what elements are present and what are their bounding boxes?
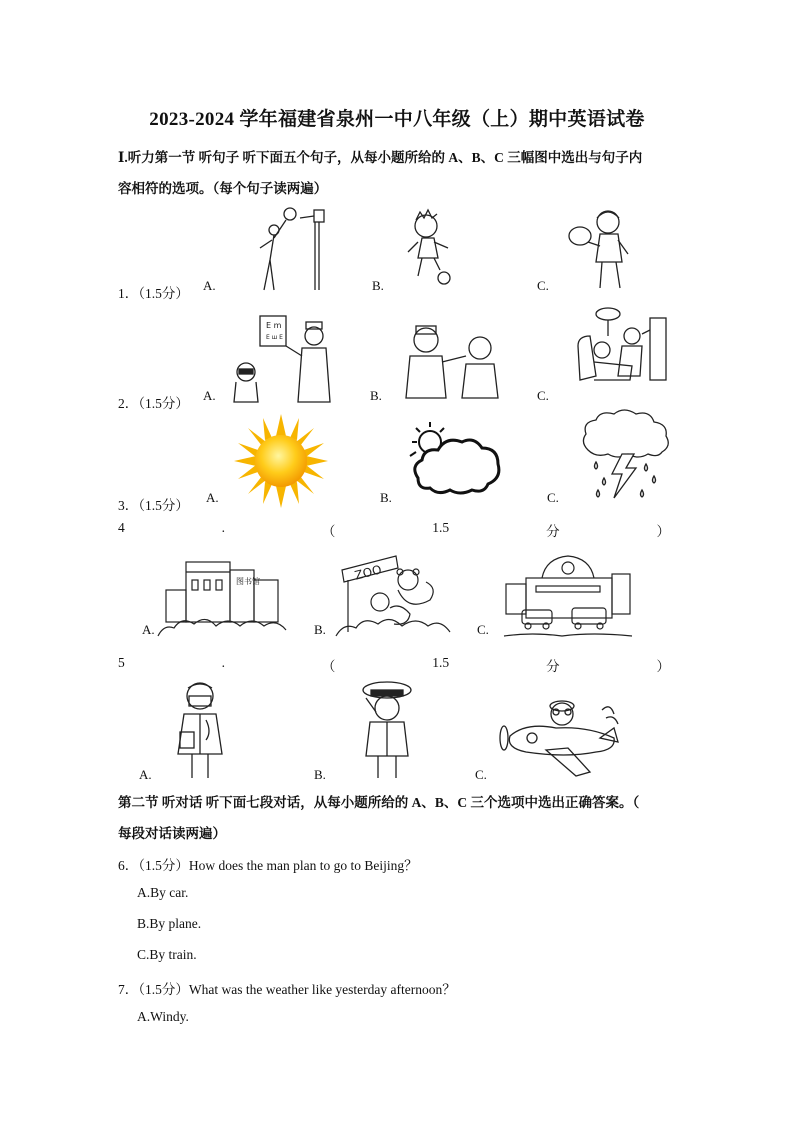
q3-option-c: C. <box>547 490 559 505</box>
eye-doctor-image <box>230 312 336 404</box>
basketball-player-image <box>238 204 334 292</box>
question-4-open-paren: （ <box>321 524 336 539</box>
sun-image <box>234 414 328 508</box>
soccer-boy-image <box>404 206 458 286</box>
q1-option-c: C. <box>537 278 549 293</box>
q2-option-c: C. <box>537 388 549 403</box>
zoo-image <box>334 552 452 638</box>
q3-option-a: A. <box>206 490 219 505</box>
question-5-fen: 分 <box>546 659 560 674</box>
q4-option-a: A. <box>142 622 155 637</box>
page-title: 2023-2024 学年福建省泉州一中八年级（上）期中英语试卷 <box>149 109 645 130</box>
question-5-dot: . <box>221 655 226 670</box>
question-4-dot: . <box>221 520 226 535</box>
question-5-score: 1.5 <box>432 655 450 670</box>
svg-text:E m: E m <box>266 321 282 330</box>
doctor-image <box>170 678 230 780</box>
section2-instruction-line1: 第二节 听对话 听下面七段对话，从每小题所给的 A、B、C 三个选项中选出正确答案。（ <box>118 795 640 810</box>
question-6-answer-a: A.By car. <box>137 885 189 900</box>
q5-option-b: B. <box>314 767 326 782</box>
q4-option-c: C. <box>477 622 489 637</box>
section1-instruction-line1: Ⅰ.听力第一节 听句子 听下面五个句子，从每小题所给的 A、B、C 三幅图中选出与句子内 <box>118 150 643 165</box>
dentist-image <box>572 306 672 394</box>
section1-instruction-line2: 容相符的选项。（每个句子读两遍） <box>118 181 328 196</box>
q1-option-b: B. <box>372 278 384 293</box>
question-7-text: What was the weather like yesterday afternoon？ <box>188 982 456 997</box>
question-5-label-row <box>118 655 670 675</box>
police-officer-image <box>358 678 416 780</box>
question-4-label-row <box>118 520 670 540</box>
hospital-image <box>502 548 634 638</box>
question-6-answer-c: C.By train. <box>137 947 197 962</box>
question-6-label: 6．（1.5分） <box>118 858 189 873</box>
thunderstorm-image <box>578 406 674 502</box>
library-sign: 图书馆 <box>236 577 260 586</box>
q5-option-a: A. <box>139 767 152 782</box>
q2-option-b: B. <box>370 388 382 403</box>
question-7-answer-a: A.Windy. <box>137 1009 189 1024</box>
question-5-number: 5 <box>118 655 125 670</box>
zoo-sign: ZOO <box>353 562 383 583</box>
library-image <box>156 550 288 640</box>
question-1-label: 1．（1.5分） <box>118 286 189 301</box>
svg-text:E ш E: E ш E <box>266 334 283 341</box>
q2-option-a: A. <box>203 388 216 403</box>
question-4-close-paren: ） <box>656 524 670 539</box>
question-5-open-paren: （ <box>321 659 336 674</box>
q1-option-a: A. <box>203 278 216 293</box>
question-3-label: 3．（1.5分） <box>118 498 189 513</box>
q4-option-b: B. <box>314 622 326 637</box>
sun-and-cloud-image <box>404 420 504 496</box>
pilot-image <box>496 692 620 778</box>
q5-option-c: C. <box>475 767 487 782</box>
question-7 <box>118 978 456 998</box>
question-6-text: How does the man plan to go to Beijing？ <box>188 858 418 873</box>
throat-doctor-image <box>404 322 500 400</box>
section2-instruction-line2: 每段对话读两遍） <box>118 826 226 841</box>
question-6-answer-b: B.By plane. <box>137 916 202 931</box>
tennis-boy-image <box>566 206 640 292</box>
question-4-fen: 分 <box>546 524 560 539</box>
question-2-label: 2．（1.5分） <box>118 396 189 411</box>
question-5-close-paren: ） <box>656 659 670 674</box>
q3-option-b: B. <box>380 490 392 505</box>
question-7-label: 7．（1.5分） <box>118 982 189 997</box>
question-4-score: 1.5 <box>432 520 450 535</box>
question-4-number: 4 <box>118 520 125 535</box>
question-6 <box>118 854 418 874</box>
